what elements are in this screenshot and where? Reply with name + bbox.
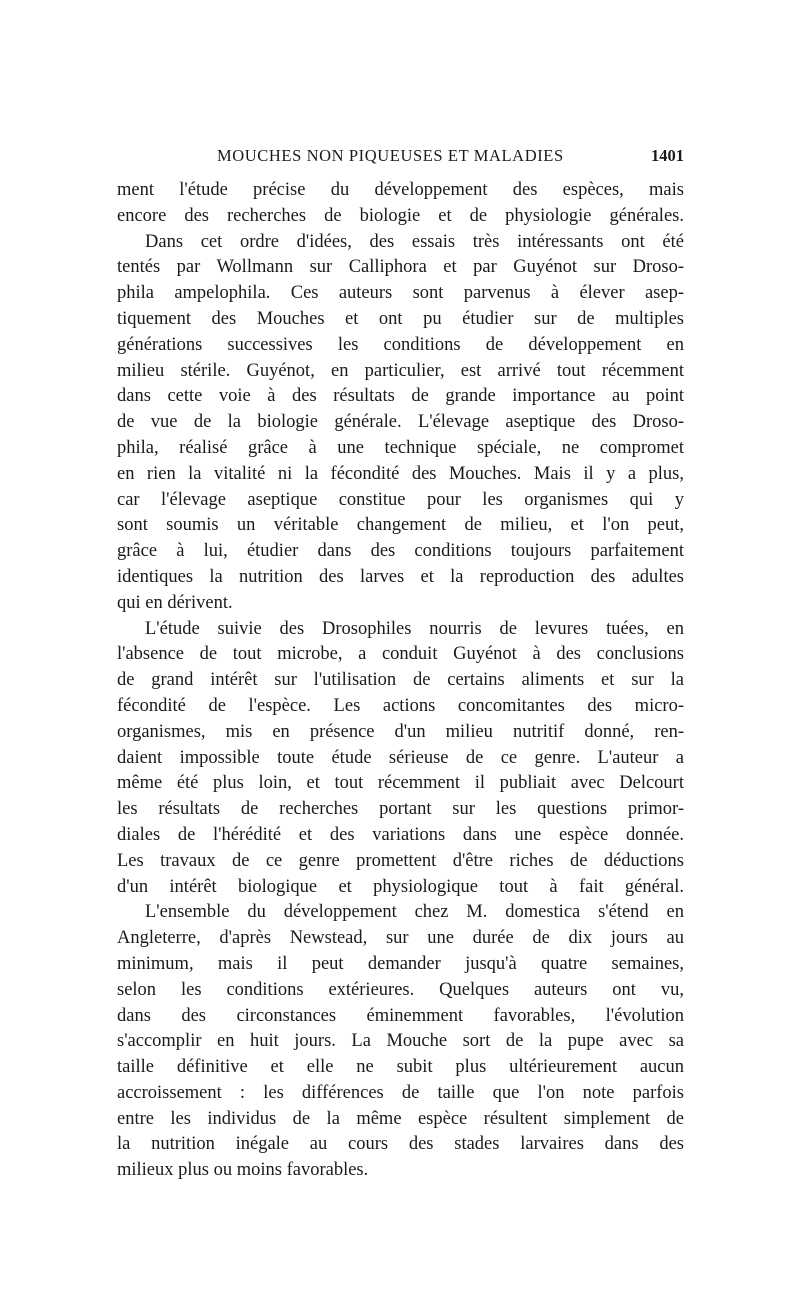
text-line: minimum, mais il peut demander jusqu'à quatre semaines, xyxy=(117,953,684,974)
text-line: milieux plus ou moins favorables. xyxy=(117,1160,369,1181)
text-line: les résultats de recherches portant sur les questions primor- xyxy=(117,799,684,820)
body-text xyxy=(117,178,684,1184)
text-line: tentés par Wollmann sur Calliphora et par Guyénot sur Droso- xyxy=(117,257,684,278)
text-line: organismes, mis en présence d'un milieu nutritif donné, ren- xyxy=(117,721,684,742)
text-line: entre les individus de la même espèce résultent simplement de xyxy=(117,1108,684,1129)
text-line: dans cette voie à des résultats de grande importance au point xyxy=(117,386,684,407)
text-line: ment l'étude précise du développement des espèces, mais xyxy=(117,180,684,200)
text-line: car l'élevage aseptique constitue pour les organismes qui y xyxy=(117,489,684,510)
text-line: taille définitive et elle ne subit plus ultérieurement aucun xyxy=(117,1057,684,1078)
page-number: 1401 xyxy=(651,146,684,165)
text-line: l'absence de tout microbe, a conduit Guyénot à des conclusions xyxy=(117,644,684,665)
text-line: accroissement : les différences de taille que l'on note parfois xyxy=(117,1082,684,1103)
text-line: Angleterre, d'après Newstead, sur une durée de dix jours au xyxy=(117,928,684,949)
text-line: phila, réalisé grâce à une technique spéciale, ne compromet xyxy=(117,437,684,458)
text-line: grâce à lui, étudier dans des conditions toujours parfaitement xyxy=(117,541,684,562)
text-line: selon les conditions extérieures. Quelques auteurs ont vu, xyxy=(117,979,684,1000)
text-line: tiquement des Mouches et ont pu étudier sur de multiples xyxy=(117,308,684,329)
text-line: encore des recherches de biologie et de physiologie générales. xyxy=(117,205,684,226)
text-line: L'ensemble du développement chez M. domestica s'étend en xyxy=(145,902,684,923)
text-line: Les travaux de ce genre promettent d'être riches de déductions xyxy=(117,850,684,871)
running-header xyxy=(117,146,684,168)
text-line: identiques la nutrition des larves et la reproduction des adultes xyxy=(117,566,684,587)
text-line: en rien la vitalité ni la fécondité des Mouches. Mais il y a plus, xyxy=(117,463,684,484)
text-line: daient impossible toute étude sérieuse de ce genre. L'auteur a xyxy=(117,747,684,768)
text-line: dans des circonstances éminemment favorables, l'évolution xyxy=(117,1005,684,1026)
text-line: générations successives les conditions de développement en xyxy=(117,334,684,355)
text-line: L'étude suivie des Drosophiles nourris de levures tuées, en xyxy=(145,618,684,639)
text-line: la nutrition inégale au cours des stades larvaires dans des xyxy=(117,1134,684,1155)
running-title: MOUCHES NON PIQUEUSES ET MALADIES xyxy=(217,146,564,165)
text-line: Dans cet ordre d'idées, des essais très intéressants ont été xyxy=(145,231,684,252)
text-line: milieu stérile. Guyénot, en particulier, est arrivé tout récemment xyxy=(117,360,684,381)
text-line: qui en dérivent. xyxy=(117,592,233,613)
text-line: d'un intérêt biologique et physiologique tout à fait général. xyxy=(117,876,684,897)
text-line: phila ampelophila. Ces auteurs sont parvenus à élever asep- xyxy=(117,283,684,304)
text-line: de vue de la biologie générale. L'élevage aseptique des Droso- xyxy=(117,412,684,433)
text-line: de grand intérêt sur l'utilisation de certains aliments et sur la xyxy=(117,670,684,691)
text-line: sont soumis un véritable changement de milieu, et l'on peut, xyxy=(117,515,684,536)
text-line: fécondité de l'espèce. Les actions concomitantes des micro- xyxy=(117,695,684,716)
text-line: diales de l'hérédité et des variations dans une espèce donnée. xyxy=(117,824,684,845)
text-line: s'accomplir en huit jours. La Mouche sort de la pupe avec sa xyxy=(117,1031,684,1052)
text-line: même été plus loin, et tout récemment il publiait avec Delcourt xyxy=(117,773,684,794)
book-page xyxy=(117,146,684,1184)
